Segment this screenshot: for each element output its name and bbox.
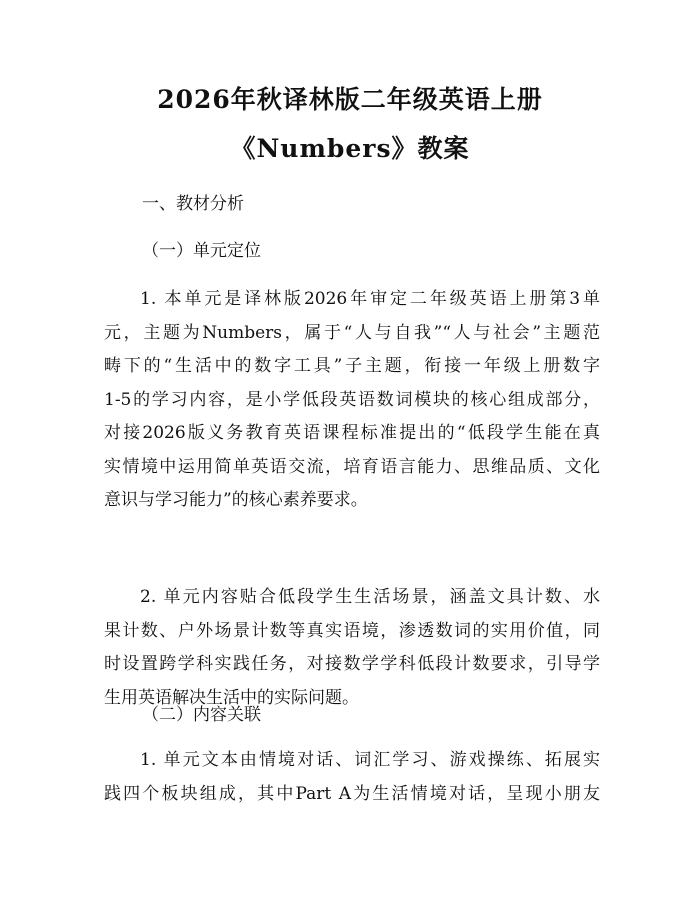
document-title-line-2: 《Numbers》教案 [230,134,470,163]
paragraph-line: 1. 本单元是译林版2026年审定二年级英语上册第3单 [140,289,600,309]
paragraph-line: 1. 单元文本由情境对话、词汇学习、游戏操练、拓展实 [140,750,600,770]
subsection-heading-unit-positioning: （一）单元定位 [142,241,261,261]
paragraph-line: 践四个板块组成，其中Part A为生活情境对话，呈现小朋友 [104,783,600,804]
paragraph-line: 元，主题为Numbers，属于“人与自我”“人与社会”主题范 [104,322,600,343]
subsection-heading-content-connection: （二）内容关联 [142,705,261,725]
paragraph-line: 意识与学习能力”的核心素养要求。 [104,490,368,510]
paragraph-line: 果计数、户外场景计数等真实语境，渗透数词的实用价值，同 [104,620,600,641]
paragraph-line: 1-5的学习内容，是小学低段英语数词模块的核心组成部分， [104,389,600,410]
paragraph-line: 时设置跨学科实践任务，对接数学学科低段计数要求，引导学 [104,654,600,674]
paragraph-line: 畴下的“生活中的数字工具”子主题，衔接一年级上册数字 [104,356,600,376]
paragraph-1 [104,283,600,518]
paragraph-2 [104,581,600,715]
paragraph-line: 实情境中运用简单英语交流，培育语言能力、思维品质、文化 [104,456,600,477]
document-title-line-1: 2026年秋译林版二年级英语上册 [157,85,543,114]
paragraph-line: 2. 单元内容贴合低段学生生活场景，涵盖文具计数、水 [140,587,600,607]
paragraph-3 [104,744,600,811]
section-heading-textbook-analysis: 一、教材分析 [142,194,244,214]
paragraph-line: 对接2026版义务教育英语课程标准提出的“低段学生能在真 [104,423,600,443]
paragraph-line: 生用英语解决生活中的实际问题。 [104,687,359,708]
